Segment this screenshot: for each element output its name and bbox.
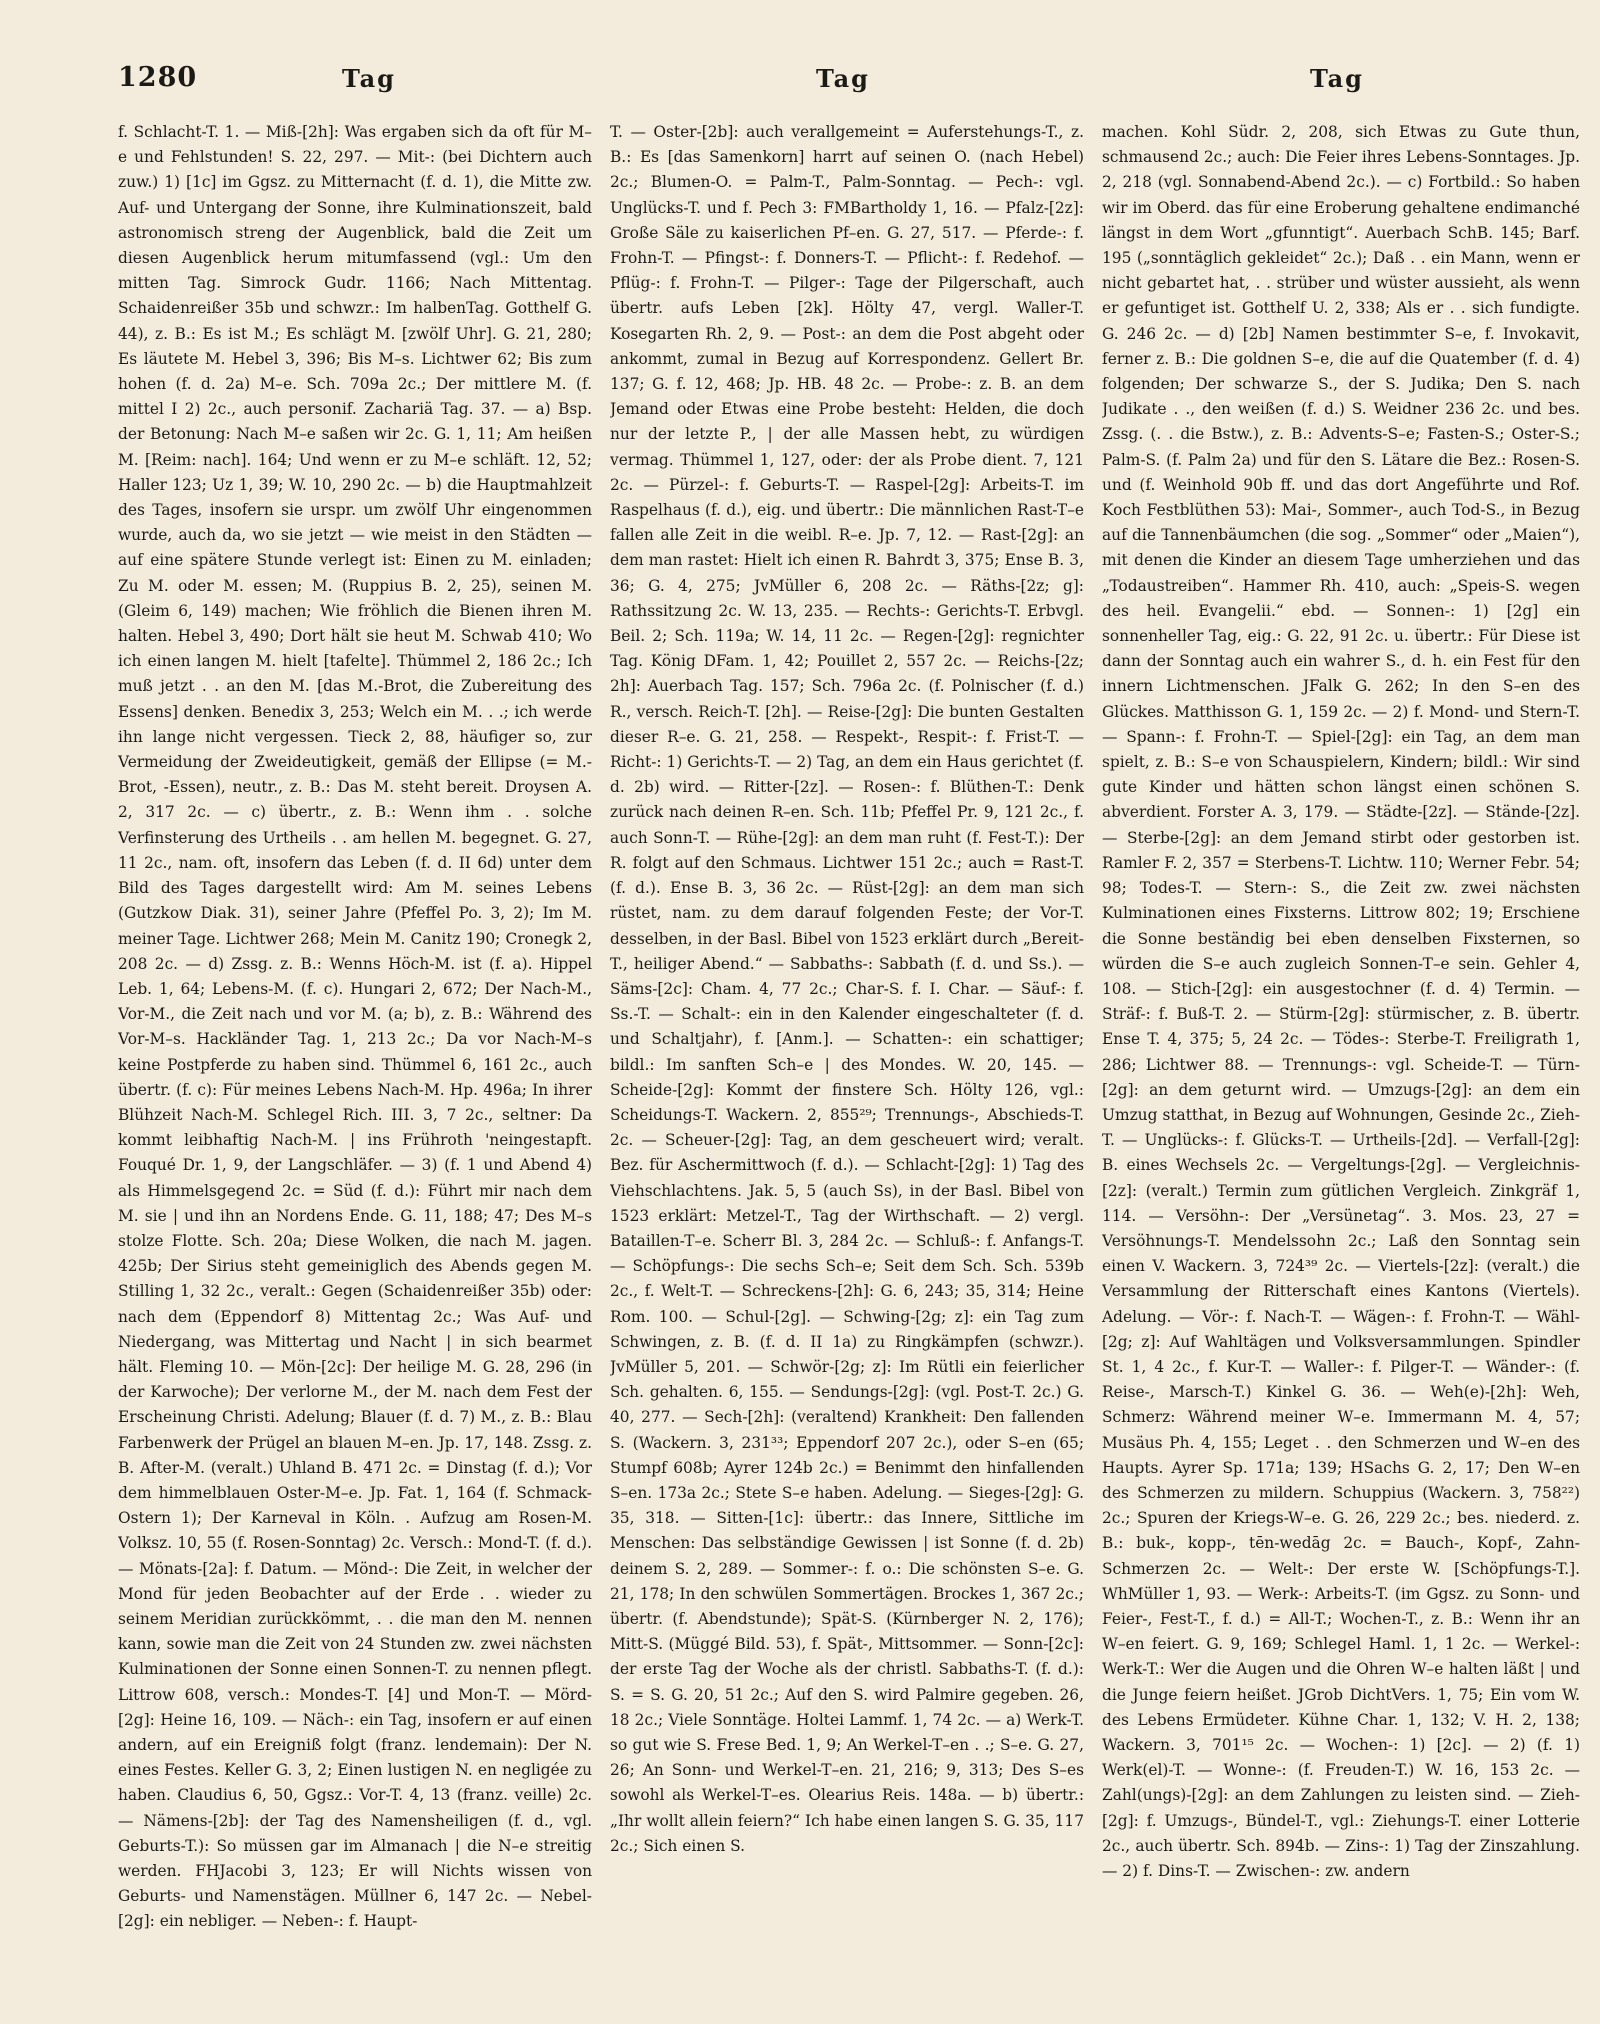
text-column-2	[610, 120, 1084, 2000]
page-number: 1280	[118, 62, 198, 93]
column-text: f. Schlacht-T. 1. — Miß-[2h]: Was ergaben sich da oft für M–e und Fehlstunden! S. 22, 297. — Mit-: (bei Dichtern auch zuw.) 1) [1c] im Ggsz. zu Mitternacht (f. d. 1), die Mitte zw. Auf- und Untergang der Sonne, ihre Kulminationszeit, bald astronomisch streng der Augenblick, bald die Zeit um diesen Augenblick herum mitumfassend (vgl.: Um den mitten Tag. Simrock Gudr. 1166; Nach Mittentag. Schaidenreißer 35b und schwzr.: Im halbenTag. Gotthelf G. 44), z. B.: Es ist M.; Es schlägt M. [zwölf Uhr]. G. 21, 280; Es läutete M. Hebel 3, 396; Bis M–s. Lichtwer 62; Bis zum hohen (f. d. 2a) M–e. Sch. 709a 2c.; Der mittlere M. (f. mittel I 2) 2c., auch personif. Zachariä Tag. 37. — a) Bsp. der Betonung: Nach M–e saßen wir 2c. G. 1, 11; Am heißen M. [Reim: nach]. 164; Und wenn er zu M–e schläft. 12, 52; Haller 123; Uz 1, 39; W. 10, 290 2c. — b) die Hauptmahlzeit des Tages, insofern sie urspr. um zwölf Uhr eingenommen wurde, auch da, wo sie jetzt — wie meist in den Städten — auf eine spätere Stunde verlegt ist: Einen zu M. einladen; Zu M. oder M. essen; M. (Ruppius B. 2, 25), seinen M. (Gleim 6, 149) machen; Wie fröhlich die Bienen ihren M. halten. Hebel 3, 490; Dort hält sie heut M. Schwab 410; Wo ich einen langen M. hielt [tafelte]. Thümmel 2, 186 2c.; Ich muß jetzt . . an den M. [das M.-Brot, die Zubereitung des Essens] denken. Benedix 3, 253; Welch ein M. . .; ich werde ihn lange nicht vergessen. Tieck 2, 88, häufiger so, zur Vermeidung der Zweideutigkeit, gemäß der Ellipse (= M.-Brot, -Essen), neutr., z. B.: Das M. steht bereit. Droysen A. 2, 317 2c. — c) übertr., z. B.: Wenn ihm . . solche Verfinsterung des Urtheils . . am hellen M. begegnet. G. 27, 11 2c., nam. oft, insofern das Leben (f. d. II 6d) unter dem Bild des Tages dargestellt wird: Am M. seines Lebens (Gutzkow Diak. 31), seiner Jahre (Pfeffel Po. 3, 2); Im M. meiner Tage. Lichtwer 268; Mein M. Canitz 190; Cronegk 2, 208 2c. — d) Zssg. z. B.: Wenns Höch-M. ist (f. a). Hippel Leb. 1, 64; Lebens-M. (f. c). Hungari 2, 672; Der Nach-M., Vor-M., die Zeit nach und vor M. (a; b), z. B.: Während des Vor-M–s. Hackländer Tag. 1, 213 2c.; Da vor Nach-M–s keine Postpferde zu haben sind. Thümmel 6, 161 2c., auch übertr. (f. c): Für meines Lebens Nach-M. Hp. 496a; In ihrer Blühzeit Nach-M. Schlegel Rich. III. 3, 7 2c., seltner: Da kommt leibhaftig Nach-M. | ins Frühroth 'neingestapft. Fouqué Dr. 1, 9, der Langschläfer. — 3) (f. 1 und Abend 4) als Himmelsgegend 2c. = Süd (f. d.): Führt mir nach dem M. sie | und ihn an Nordens Ende. G. 11, 188; 47; Des M–s stolze Flotte. Sch. 20a; Diese Wolken, die nach M. jagen. 425b; Der Sirius steht gemeiniglich des Abends gegen M. Stilling 1, 32 2c., veralt.: Gegen (Schaidenreißer 35b) oder: nach dem (Eppendorf 8) Mittentag 2c.; Was Auf- und Niedergang, was Mittertag und Nacht | in sich bearmet hält. Fleming 10. — Mön-[2c]: Der heilige M. G. 28, 296 (in der Karwoche); Der verlorne M., der M. nach dem Fest der Erscheinung Christi. Adelung; Blauer (f. d. 7) M., z. B.: Blau Farbenwerk der Prügel an blauen M–en. Jp. 17, 148. Zssg. z. B. After-M. (veralt.) Uhland B. 471 2c. = Dinstag (f. d.); Vor dem himmelblauen Oster-M–e. Jp. Fat. 1, 164 (f. Schmack-Ostern 1); Der Karneval in Köln. . Aufzug am Rosen-M. Volksz. 10, 55 (f. Rosen-Sonntag) 2c. Versch.: Mond-T. (f. d.). — Mönats-[2a]: f. Datum. — Mönd-: Die Zeit, in welcher der Mond für jeden Beobachter auf der Erde . . wieder zu seinem Meridian zurückkömmt, . . die man den M. nennen kann, sowie man die Zeit von 24 Stunden zw. zwei nächsten Kulminationen der Sonne einen Sonnen-T. zu nennen pflegt. Littrow 608, versch.: Mondes-T. [4] und Mon-T. — Mörd-[2g]: Heine 16, 109. — Näch-: ein Tag, insofern er auf einen andern, auf ein Ereigniß folgt (franz. lendemain): Der N. eines Festes. Keller G. 3, 2; Einen lustigen N. en negligée zu haben. Claudius 6, 50, Ggsz.: Vor-T. 4, 13 (franz. veille) 2c. — Nämens-[2b]: der Tag des Namensheiligen (f. d., vgl. Geburts-T.): So müssen gar im Almanach | die N–e streitig werden. FHJacobi 3, 123; Er will Nichts wissen von Geburts- und Namenstägen. Müllner 6, 147 2c. — Nebel-[2g]: ein nebliger. — Neben-: f. Haupt-	[118, 123, 592, 1931]
column-text: machen. Kohl Südr. 2, 208, sich Etwas zu Gute thun, schmausend 2c.; auch: Die Feier ihres Lebens-Sonntages. Jp. 2, 218 (vgl. Sonnabend-Abend 2c.). — c) Fortbild.: So haben wir im Oberd. das für eine Eroberung gehaltene endimanché längst in dem Wort „gfunntigt“. Auerbach SchB. 145; Barf. 195 („sonntäglich gekleidet“ 2c.); Daß . . ein Mann, wenn er nicht gebartet hat, . . strüber und wüster aussieht, als wenn er gefuntiget ist. Gotthelf U. 2, 338; Als er . . sich fundigte. G. 246 2c. — d) [2b] Namen bestimmter S–e, f. Invokavit, ferner z. B.: Die goldnen S–e, die auf die Quatember (f. d. 4) folgenden; Der schwarze S., der S. Judika; Den S. nach Judikate . ., den weißen (f. d.) S. Weidner 236 2c. und bes. Zssg. (. . die Bstw.), z. B.: Advents-S–e; Fasten-S.; Oster-S.; Palm-S. (f. Palm 2a) und für den S. Lätare die Bez.: Rosen-S. und (f. Weinhold 90b ff. und das dort Angeführte und Rof. Koch Festblüthen 53): Mai-, Sommer-, auch Tod-S., in Bezug auf die Tannenbäumchen (die sog. „Sommer“ oder „Maien“), mit denen die Kinder an diesem Tage umherziehen und das „Todaustreiben“. Hammer Rh. 410, auch: „Speis-S. wegen des heil. Evangelii.“ ebd. — Sonnen-: 1) [2g] ein sonnenheller Tag, eig.: G. 22, 91 2c. u. übertr.: Für Diese ist dann der Sonntag auch ein wahrer S., d. h. ein Fest für den innern Lichtmenschen. JFalk G. 262; In den S–en des Glückes. Matthisson G. 1, 159 2c. — 2) f. Mond- und Stern-T. — Spann-: f. Frohn-T. — Spiel-[2g]: ein Tag, an dem man spielt, z. B.: S–e von Schauspielern, Kindern; bildl.: Wir sind gute Kinder und hätten schon längst einen schönen S. abverdient. Forster A. 3, 179. — Städte-[2z]. — Stände-[2z]. — Sterbe-[2g]: an dem Jemand stirbt oder gestorben ist. Ramler F. 2, 357 = Sterbens-T. Lichtw. 110; Werner Febr. 54; 98; Todes-T. — Stern-: S., die Zeit zw. zwei nächsten Kulminationen eines Fixsterns. Littrow 802; 19; Erschiene die Sonne beständig bei eben denselben Fixsternen, so würden die S–e auch zugleich Sonnen-T–e sein. Gehler 4, 108. — Stich-[2g]: ein ausgestochner (f. d. 4) Termin. — Sträf-: f. Buß-T. 2. — Stürm-[2g]: stürmischer, z. B. übertr. Ense T. 4, 375; 5, 24 2c. — Tödes-: Sterbe-T. Freiligrath 1, 286; Lichtwer 88. — Trennungs-: vgl. Scheide-T. — Türn-[2g]: an dem geturnt wird. — Umzugs-[2g]: an dem ein Umzug statthat, in Bezug auf Wohnungen, Gesinde 2c., Zieh-T. — Unglücks-: f. Glücks-T. — Urtheils-[2d]. — Verfall-[2g]: B. eines Wechsels 2c. — Vergeltungs-[2g]. — Vergleichnis-[2z]: (veralt.) Termin zum gütlichen Vergleich. Zinkgräf 1, 114. — Versöhn-: Der „Versünetag“. 3. Mos. 23, 27 = Versöhnungs-T. Mendelssohn 2c.; Laß den Sonntag sein einen V. Wackern. 3, 724³⁹ 2c. — Viertels-[2z]: (veralt.) die Versammlung der Ritterschaft eines Kantons (Viertels). Adelung. — Vör-: f. Nach-T. — Wägen-: f. Frohn-T. — Wähl-[2g; z]: Auf Wahltägen und Volksversammlungen. Spindler St. 1, 4 2c., f. Kur-T. — Waller-: f. Pilger-T. — Wänder-: (f. Reise-, Marsch-T.) Kinkel G. 36. — Weh(e)-[2h]: Weh, Schmerz: Während meiner W–e. Immermann M. 4, 57; Musäus Ph. 4, 155; Leget . . den Schmerzen und W–en des Haupts. Ayrer Sp. 171a; 139; HSachs G. 2, 17; Den W–en des Schmerzen zu mildern. Schuppius (Wackern. 3, 758²²) 2c.; Spuren der Kriegs-W–e. G. 26, 229 2c.; bes. niederd. z. B.: buk-, kopp-, tēn-wedāg 2c. = Bauch-, Kopf-, Zahn-Schmerzen 2c. — Welt-: Der erste W. [Schöpfungs-T.]. WhMüller 1, 93. — Werk-: Arbeits-T. (im Ggsz. zu Sonn- und Feier-, Fest-T., f. d.) = All-T.; Wochen-T., z. B.: Wenn ihr an W–en feiert. G. 9, 169; Schlegel Haml. 1, 1 2c. — Werkel-: Werk-T.: Wer die Augen und die Ohren W–e halten läßt | und die Junge feiern heißet. JGrob DichtVers. 1, 75; Ein vom W. des Lebens Ermüdeter. Kühne Char. 1, 132; V. H. 2, 138; Wackern. 3, 701¹⁵ 2c. — Wochen-: 1) [2c]. — 2) (f. 1) Werk(el)-T. — Wonne-: (f. Freuden-T.) W. 16, 153 2c. — Zahl(ungs)-[2g]: an dem Zahlungen zu leisten sind. — Zieh-[2g]: f. Umzugs-, Bündel-T., vgl.: Ziehungs-T. einer Lotterie 2c., auch übertr. Sch. 894b. — Zins-: 1) Tag der Zinszahlung. — 2) f. Dins-T. — Zwischen-: zw. andern	[1102, 123, 1580, 1881]
running-head-right: Tag	[1310, 64, 1364, 93]
text-column-3	[1102, 120, 1580, 2000]
column-text: T. — Oster-[2b]: auch verallgemeint = Auferstehungs-T., z. B.: Es [das Samenkorn] harrt auf seinen O. (nach Hebel) 2c.; Blumen-O. = Palm-T., Palm-Sonntag. — Pech-: vgl. Unglücks-T. und f. Pech 3: FMBartholdy 1, 16. — Pfalz-[2z]: Große Säle zu kaiserlichen Pf–en. G. 27, 517. — Pferde-: f. Frohn-T. — Pfingst-: f. Donners-T. — Pflicht-: f. Redehof. — Pflüg-: f. Frohn-T. — Pilger-: Tage der Pilgerschaft, auch übertr. aufs Leben [2k]. Hölty 47, vergl. Waller-T. Kosegarten Rh. 2, 9. — Post-: an dem die Post abgeht oder ankommt, zumal in Bezug auf Korrespondenz. Gellert Br. 137; G. f. 12, 468; Jp. HB. 48 2c. — Probe-: z. B. an dem Jemand oder Etwas eine Probe besteht: Helden, die doch nur der letzte P., | der alle Massen hebt, zu würdigen vermag. Thümmel 1, 127, oder: der als Probe dient. 7, 121 2c. — Pürzel-: f. Geburts-T. — Raspel-[2g]: Arbeits-T. im Raspelhaus (f. d.), eig. und übertr.: Die männlichen Rast-T–e fallen alle Zeit in die weibl. R–e. Jp. 7, 12. — Rast-[2g]: an dem man rastet: Hielt ich einen R. Bahrdt 3, 375; Ense B. 3, 36; G. 4, 275; JvMüller 6, 208 2c. — Räths-[2z; g]: Rathssitzung 2c. W. 13, 235. — Rechts-: Gerichts-T. Erbvgl. Beil. 2; Sch. 119a; W. 14, 11 2c. — Regen-[2g]: regnichter Tag. König DFam. 1, 42; Pouillet 2, 557 2c. — Reichs-[2z; 2h]: Auerbach Tag. 157; Sch. 796a 2c. (f. Polnischer (f. d.) R., versch. Reich-T. [2h]. — Reise-[2g]: Die bunten Gestalten dieser R–e. G. 21, 258. — Respekt-, Respit-: f. Frist-T. — Richt-: 1) Gerichts-T. — 2) Tag, an dem ein Haus gerichtet (f. d. 2b) wird. — Ritter-[2z]. — Rosen-: f. Blüthen-T.: Denk zurück nach deinen R–en. Sch. 11b; Pfeffel Pr. 9, 121 2c., f. auch Sonn-T. — Rühe-[2g]: an dem man ruht (f. Fest-T.): Der R. folgt auf den Schmaus. Lichtwer 151 2c.; auch = Rast-T. (f. d.). Ense B. 3, 36 2c. — Rüst-[2g]: an dem man sich rüstet, nam. zu dem darauf folgenden Feste; der Vor-T. desselben, in der Basl. Bibel von 1523 erklärt durch „Bereit-T., heiliger Abend.“ — Sabbaths-: Sabbath (f. d. und Ss.). — Säms-[2c]: Cham. 4, 77 2c.; Char-S. f. I. Char. — Säuf-: f. Ss.-T. — Schalt-: ein in den Kalender eingeschalteter (f. d. und Schaltjahr), f. [Anm.]. — Schatten-: ein schattiger; bildl.: Im sanften Sch–e | des Mondes. W. 20, 145. — Scheide-[2g]: Kommt der finstere Sch. Hölty 126, vgl.: Scheidungs-T. Wackern. 2, 855²⁹; Trennungs-, Abschieds-T. 2c. — Scheuer-[2g]: Tag, an dem gescheuert wird; veralt. Bez. für Aschermittwoch (f. d.). — Schlacht-[2g]: 1) Tag des Viehschlachtens. Jak. 5, 5 (auch Ss), in der Basl. Bibel von 1523 erklärt: Metzel-T., Tag der Wirthschaft. — 2) vergl. Bataillen-T–e. Scherr Bl. 3, 284 2c. — Schluß-: f. Anfangs-T. — Schöpfungs-: Die sechs Sch–e; Seit dem Sch. Sch. 539b 2c., f. Welt-T. — Schreckens-[2h]: G. 6, 243; 35, 314; Heine Rom. 100. — Schul-[2g]. — Schwing-[2g; z]: ein Tag zum Schwingen, z. B. (f. d. II 1a) zu Ringkämpfen (schwzr.). JvMüller 5, 201. — Schwör-[2g; z]: Im Rütli ein feierlicher Sch. gehalten. 6, 155. — Sendungs-[2g]: (vgl. Post-T. 2c.) G. 40, 277. — Sech-[2h]: (veraltend) Krankheit: Den fallenden S. (Wackern. 3, 231³³; Eppendorf 207 2c.), oder S–en (65; Stumpf 608b; Ayrer 124b 2c.) = Benimmt den hinfallenden S–en. 173a 2c.; Stete S–e haben. Adelung. — Sieges-[2g]: G. 35, 318. — Sitten-[1c]: übertr.: das Innere, Sittliche im Menschen: Das selbständige Gewissen | ist Sonne (f. d. 2b) deinem S. 2, 289. — Sommer-: f. o.: Die schönsten S–e. G. 21, 178; In den schwülen Sommertägen. Brockes 1, 367 2c.; übertr. (f. Abendstunde); Spät-S. (Kürnberger N. 2, 176); Mitt-S. (Müggé Bild. 53), f. Spät-, Mittsommer. — Sonn-[2c]: der erste Tag der Woche als der christl. Sabbaths-T. (f. d.): S. = S. G. 20, 51 2c.; Auf den S. wird Palmire gegeben. 26, 18 2c.; Viele Sonntäge. Holtei Lammf. 1, 74 2c. — a) Werk-T. so gut wie S. Frese Bed. 1, 9; An Werkel-T–en . .; S–e. G. 27, 26; An Sonn- und Werkel-T–en. 21, 216; 9, 313; Des S–es sowohl als Werkel-T–es. Olearius Reis. 148a. — b) übertr.: „Ihr wollt allein feiern?“ Ich habe einen langen S. G. 35, 117 2c.; Sich einen S.	[610, 123, 1084, 1855]
running-head-left: Tag	[342, 64, 396, 93]
text-column-1	[118, 120, 592, 2000]
page-header	[118, 62, 1578, 102]
running-head-center: Tag	[816, 64, 870, 93]
